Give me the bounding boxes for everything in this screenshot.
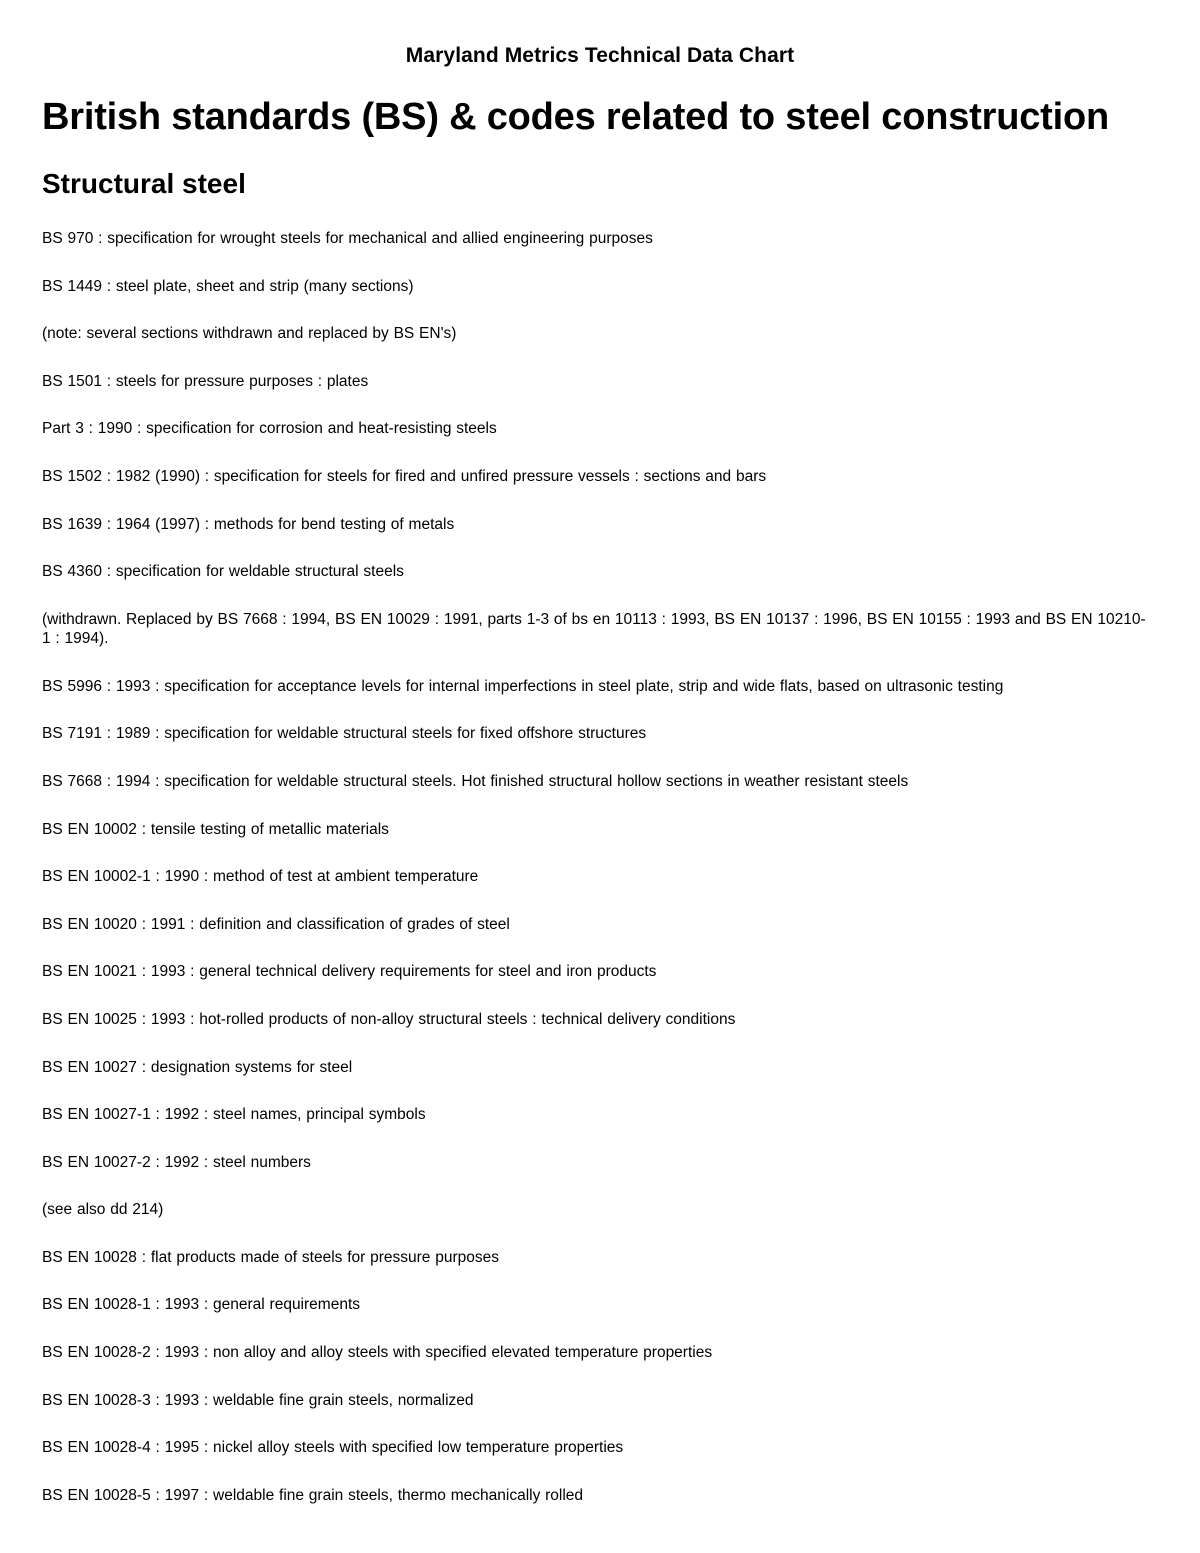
- list-item: BS 5996 : 1993 : specification for acceptance levels for internal imperfections in steel plate, strip and wide flats, based on ultrasonic testing: [42, 677, 1004, 695]
- list-item: BS EN 10027-1 : 1992 : steel names, principal symbols: [42, 1106, 426, 1124]
- list-item: BS 1501 : steels for pressure purposes : plates: [42, 372, 369, 390]
- list-item: BS EN 10002-1 : 1990 : method of test at ambient temperature: [42, 868, 479, 886]
- list-item: BS 7191 : 1989 : specification for weldable structural steels for fixed offshore structures: [42, 725, 647, 743]
- list-item: BS EN 10025 : 1993 : hot-rolled products of non-alloy structural steels : technical delivery conditions: [42, 1010, 736, 1028]
- list-item: BS EN 10028-4 : 1995 : nickel alloy steels with specified low temperature properties: [42, 1439, 624, 1457]
- list-item: BS EN 10028-3 : 1993 : weldable fine grain steels, normalized: [42, 1391, 474, 1409]
- list-item: BS 1502 : 1982 (1990) : specification for steels for fired and unfired pressure vessels : sections and bars: [42, 467, 767, 485]
- list-item: BS EN 10028-2 : 1993 : non alloy and alloy steels with specified elevated temperature properties: [42, 1344, 713, 1362]
- page-title: British standards (BS) & codes related to steel construction: [42, 96, 1109, 138]
- list-item: BS EN 10027 : designation systems for steel: [42, 1058, 353, 1076]
- list-item: BS EN 10028-5 : 1997 : weldable fine grain steels, thermo mechanically rolled: [42, 1486, 584, 1504]
- list-item: BS EN 10027-2 : 1992 : steel numbers: [42, 1153, 311, 1171]
- list-item: BS 4360 : specification for weldable structural steels: [42, 563, 404, 581]
- list-item: BS EN 10020 : 1991 : definition and classification of grades of steel: [42, 915, 510, 933]
- list-item: BS 970 : specification for wrought steels for mechanical and allied engineering purposes: [42, 230, 653, 247]
- document-header: Maryland Metrics Technical Data Chart: [405, 44, 795, 67]
- list-item: (see also dd 214): [42, 1201, 164, 1219]
- list-item: BS 1449 : steel plate, sheet and strip (many sections): [42, 277, 414, 295]
- list-item: BS EN 10028-1 : 1993 : general requirements: [42, 1296, 360, 1314]
- list-item: BS 7668 : 1994 : specification for weldable structural steels. Hot finished structural hollow sections in weather resistant steels: [42, 772, 909, 790]
- section-heading: Structural steel: [42, 168, 246, 199]
- list-item: Part 3 : 1990 : specification for corrosion and heat-resisting steels: [42, 420, 497, 438]
- list-item: (withdrawn. Replaced by BS 7668 : 1994, BS EN 10029 : 1991, parts 1-3 of bs en 10113 : 1993, BS EN 10137 : 1996, BS EN 10155 : 1993 and BS EN 10210-1 : 1994).: [42, 610, 1146, 647]
- list-item: BS 1639 : 1964 (1997) : methods for bend testing of metals: [42, 515, 455, 533]
- list-item: BS EN 10028 : flat products made of steels for pressure purposes: [42, 1248, 499, 1266]
- list-item: BS EN 10002 : tensile testing of metallic materials: [42, 820, 389, 838]
- list-item: BS EN 10021 : 1993 : general technical delivery requirements for steel and iron products: [42, 963, 657, 981]
- list-item: (note: several sections withdrawn and replaced by BS EN's): [42, 325, 457, 343]
- standards-list: [42, 229, 1152, 1533]
